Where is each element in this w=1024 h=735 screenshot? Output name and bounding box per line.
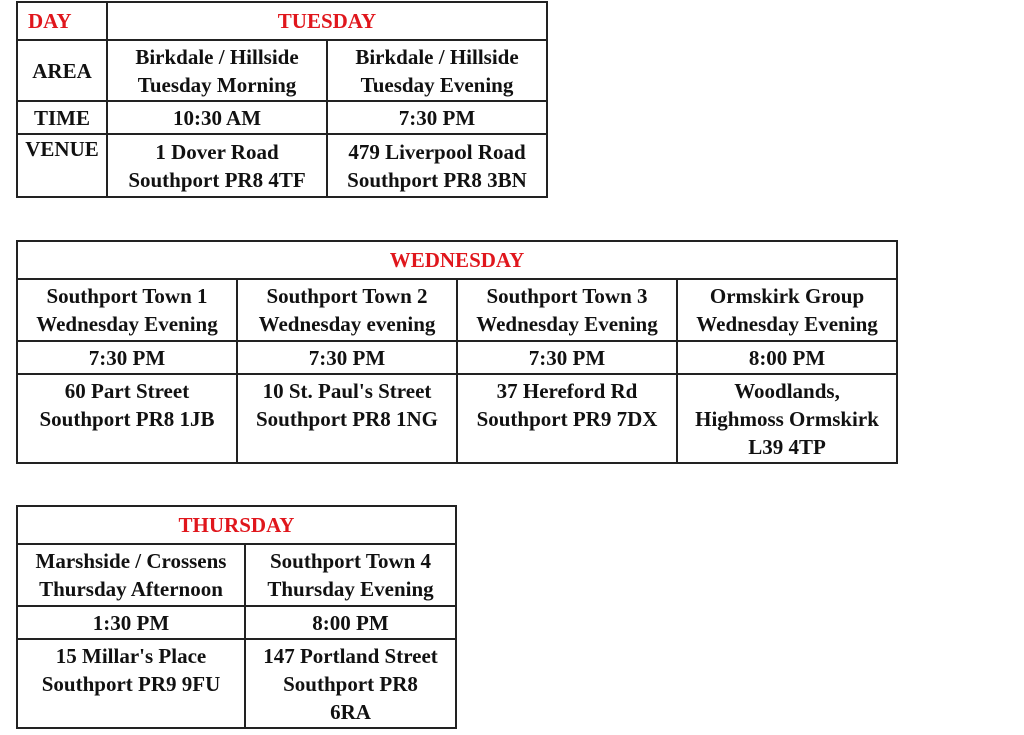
tuesday-venue-cell <box>107 134 327 197</box>
tuesday-time-row <box>17 101 547 134</box>
area-name: Southport Town 1 <box>46 284 208 308</box>
venue-line: Southport PR8 1JB <box>39 407 215 431</box>
venue-line: 479 Liverpool Road <box>348 139 526 164</box>
thursday-header-row <box>17 506 456 544</box>
thursday-time-row <box>17 606 456 639</box>
wednesday-area-cell <box>237 279 457 341</box>
venue-label: VENUE <box>17 134 107 197</box>
thursday-venue-row <box>17 639 456 728</box>
venue-line: Southport PR9 7DX <box>476 407 658 431</box>
wednesday-time-cell: 7:30 PM <box>237 341 457 374</box>
tuesday-time-cell: 7:30 PM <box>327 101 547 134</box>
venue-line: Southport PR9 9FU <box>41 672 221 696</box>
thursday-area-cell <box>17 544 245 606</box>
tuesday-time-cell: 10:30 AM <box>107 101 327 134</box>
thursday-venue-cell <box>17 639 245 728</box>
wednesday-time-cell: 7:30 PM <box>17 341 237 374</box>
wednesday-title: WEDNESDAY <box>17 241 897 279</box>
wednesday-area-cell <box>677 279 897 341</box>
tuesday-area-cell <box>327 40 547 101</box>
venue-line: 10 St. Paul's Street <box>262 379 432 403</box>
area-session: Tuesday Evening <box>360 72 514 97</box>
wednesday-area-row <box>17 279 897 341</box>
thursday-venue-cell <box>245 639 456 728</box>
venue-line: 1 Dover Road <box>155 139 279 164</box>
area-session: Tuesday Morning <box>137 72 297 97</box>
time-label: TIME <box>17 101 107 134</box>
wednesday-area-cell <box>17 279 237 341</box>
tuesday-area-cell <box>107 40 327 101</box>
wednesday-venue-cell <box>677 374 897 463</box>
thursday-time-cell: 1:30 PM <box>17 606 245 639</box>
area-name: Birkdale / Hillside <box>135 44 299 69</box>
wednesday-area-cell <box>457 279 677 341</box>
venue-line: Southport PR8 4TF <box>128 167 306 192</box>
wednesday-time-cell: 7:30 PM <box>457 341 677 374</box>
thursday-time-cell: 8:00 PM <box>245 606 456 639</box>
area-session: Wednesday Evening <box>476 312 658 336</box>
wednesday-time-cell: 8:00 PM <box>677 341 897 374</box>
area-name: Southport Town 3 <box>486 284 648 308</box>
tuesday-header-row <box>17 2 547 40</box>
thursday-area-cell <box>245 544 456 606</box>
thursday-table <box>16 505 457 729</box>
wednesday-venue-cell <box>237 374 457 463</box>
tuesday-table <box>16 1 548 198</box>
venue-line: Woodlands, <box>734 379 840 403</box>
wednesday-venue-row <box>17 374 897 463</box>
wednesday-venue-cell <box>17 374 237 463</box>
venue-line: 15 Millar's Place <box>55 644 207 668</box>
venue-line: L39 4TP <box>748 435 826 459</box>
venue-line: Southport PR8 1NG <box>255 407 439 431</box>
tuesday-title: TUESDAY <box>107 2 547 40</box>
wednesday-time-row <box>17 341 897 374</box>
area-session: Wednesday evening <box>258 312 436 336</box>
tuesday-venue-cell <box>327 134 547 197</box>
wednesday-venue-cell <box>457 374 677 463</box>
venue-line: 147 Portland Street <box>263 644 438 668</box>
area-name: Ormskirk Group <box>709 284 865 308</box>
area-session: Thursday Evening <box>267 577 434 601</box>
thursday-area-row <box>17 544 456 606</box>
venue-line: 6RA <box>330 700 371 724</box>
venue-line: 37 Hereford Rd <box>496 379 638 403</box>
thursday-title: THURSDAY <box>17 506 456 544</box>
area-label: AREA <box>17 40 107 101</box>
day-label: DAY <box>17 2 107 40</box>
area-session: Wednesday Evening <box>696 312 878 336</box>
wednesday-header-row <box>17 241 897 279</box>
venue-line: Southport PR8 <box>283 672 418 696</box>
area-name: Southport Town 4 <box>269 549 432 573</box>
area-session: Thursday Afternoon <box>39 577 223 601</box>
area-name: Marshside / Crossens <box>35 549 227 573</box>
venue-line: 60 Part Street <box>64 379 190 403</box>
area-session: Wednesday Evening <box>36 312 218 336</box>
venue-line: Southport PR8 3BN <box>347 167 527 192</box>
venue-line: Highmoss Ormskirk <box>695 407 879 431</box>
tuesday-venue-row <box>17 134 547 197</box>
area-name: Birkdale / Hillside <box>355 44 519 69</box>
area-name: Southport Town 2 <box>266 284 428 308</box>
wednesday-table <box>16 240 898 464</box>
tuesday-area-row <box>17 40 547 101</box>
